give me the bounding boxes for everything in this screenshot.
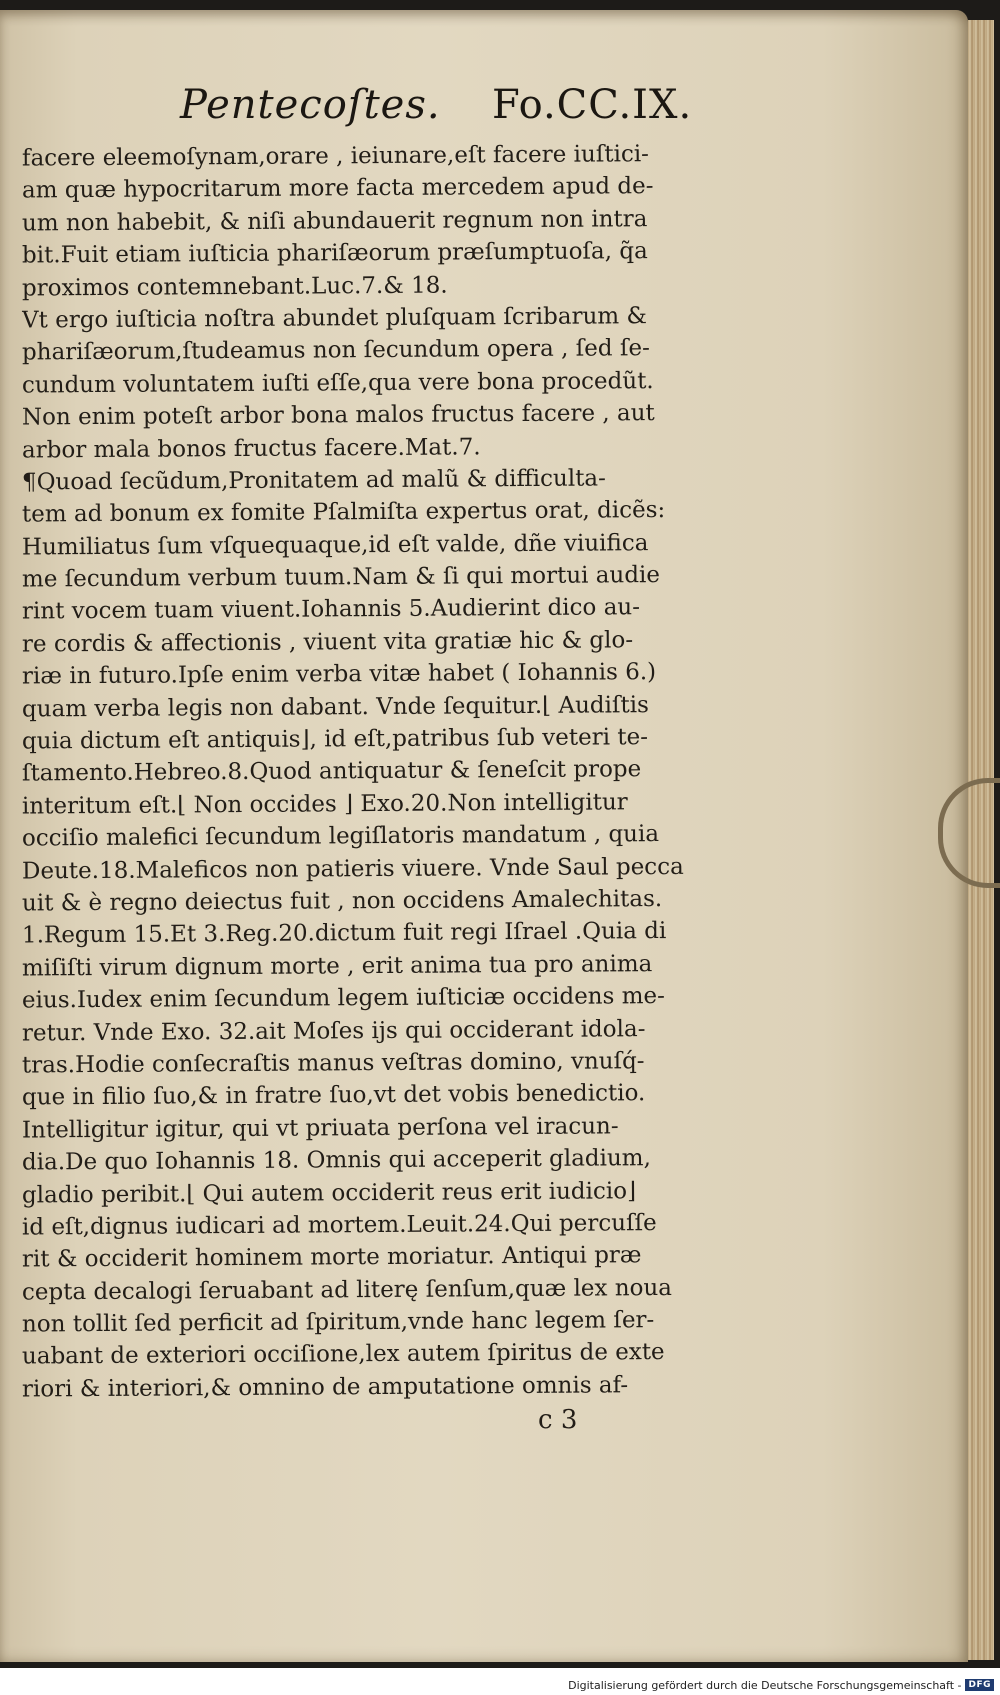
text-line: Intelligitur igitur, qui vt priuata perſona vel iracun- [21,1113,619,1144]
text-line: uit & è regno deiectus fuit , non occidens Amalechitas. [21,886,663,917]
text-line: bit.Fuit etiam iuſticia phariſæorum præſumptuoſa, q̃a [21,238,648,269]
text-line: re cordis & affectionis , viuent vita gratiæ hic & glo- [21,627,634,658]
credit-text: Digitalisierung gefördert durch die Deutsche Forschungsgemeinschaft - [568,1678,962,1692]
text-line: quam verba legis non dabant. Vnde ſequitur.⌊ Audiſtis [21,691,649,723]
text-line: gladio peribit.⌊ Qui autem occiderit reus erit iudicio⌋ [21,1177,637,1209]
text-line: proximos contemnebant.Luc.7.& 18. [21,272,448,302]
text-line: Deute.18.Maleficos non patieris viuere. Vnde Saul pecca [21,853,684,885]
text-line: rint vocem tuam viuent.Iohannis 5.Audierint dico au- [21,594,641,625]
text-line: quia dictum eſt antiquis⌋, id eſt,patribus ſub veteri te- [21,724,649,755]
text-line: uabant de exteriori occiſione,lex autem ſpiritus de exte [21,1339,665,1370]
text-line: Vt ergo iuſticia noſtra abundet pluſquam ſcribarum & [21,303,648,334]
text-line: rit & occiderit hominem morte moriatur. Antiqui præ [21,1242,642,1273]
text-line: arbor mala bonos fructus facere.Mat.7. [21,433,481,464]
text-line: occiſio malefici ſecundum legiſlatoris mandatum , quia [21,821,660,852]
text-line: interitum eſt.⌊ Non occides ⌋ Exo.20.Non intelligitur [21,789,628,820]
text-line: ſtamento.Hebreo.8.Quod antiquatur & ſeneſcit prope [21,756,642,787]
text-line: cundum voluntatem iuſti eſſe,qua vere bona procedũt. [21,367,654,399]
dfg-logo: DFG [965,1679,994,1691]
text-line: dia.De quo Iohannis 18. Omnis qui acceperit gladium, [21,1145,651,1176]
text-line: eius.Iudex enim ſecundum legem iuſticiæ occidens me- [21,983,665,1014]
text-line: me ſecundum verbum tuum.Nam & ſi qui mortui audie [21,562,661,593]
text-line: Humiliatus ſum vſquequaque,id eſt valde, dñe viuifica [21,529,649,561]
text-line: am quæ hypocritarum more facta mercedem apud de- [21,173,654,204]
text-line: tras.Hodie conſecraſtis manus veſtras domino, vnuſq́- [21,1048,645,1079]
signature-mark: c 3 [538,1405,578,1435]
text-line: 1.Regum 15.Et 3.Reg.20.dictum fuit regi Iſrael .Quia di [21,918,667,949]
text-line: riori & interiori,& omnino de amputatione omnis af- [21,1372,629,1403]
text-line: facere eleemoſynam,orare , ieiunare,eſt facere iuſtici- [21,141,650,172]
folio-number: Fo.CC.IX. [492,82,693,128]
text-line: que in filio ſuo,& in fratre ſuo,vt det vobis benedictio. [21,1080,646,1111]
page-header [180,82,700,142]
text-line: riæ in futuro.Ipſe enim verba vitæ habet ( Iohannis 6.) [21,659,657,690]
text-line: um non habebit, & niſi abundauerit regnum non intra [21,205,648,237]
text-line: non tollit ſed perficit ad ſpiritum,vnde hanc legem ſer- [21,1307,655,1338]
text-line: phariſæorum,ſtudeamus non ſecundum opera , ſed ſe- [21,335,650,366]
running-title: Pentecoſtes. [180,82,441,128]
text-line: id eſt,dignus iudicari ad mortem.Leuit.24.Qui percuſſe [21,1209,657,1241]
digitization-credit [568,1677,994,1693]
body-text [22,140,742,1403]
text-line: ¶Quoad ſecũdum,Pronitatem ad malũ & difficulta- [21,465,606,496]
text-line: retur. Vnde Exo. 32.ait Moſes ijs qui occiderant idola- [21,1015,646,1047]
text-line: Non enim poteſt arbor bona malos fructus facere , aut [21,400,655,431]
text-line: cepta decalogi ſeruabant ad literę ſenſum,quæ lex noua [21,1274,673,1306]
text-line: miſiſti virum dignum morte , erit anima tua pro anima [21,950,653,982]
text-line: tem ad bonum ex fomite Pſalmiſta expertus orat, dicẽs: [21,497,666,528]
